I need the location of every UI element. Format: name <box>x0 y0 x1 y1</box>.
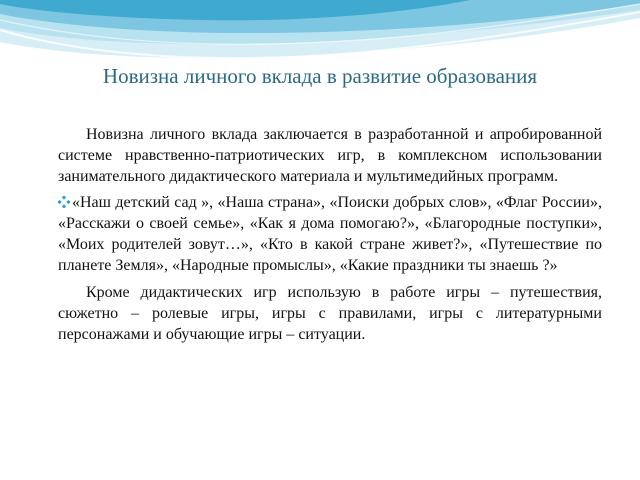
bullet-paragraph-text: «Наш детский сад », «Наша страна», «Поиски добрых слов», «Флаг России», «Расскажи о своей семье», «Как я дома помогаю?», «Благородные поступки», «Моих родителей зовут…», «Кто в какой стране живет?», «Путешествие по планете Земля», «Народные промыслы», «Какие праздники ты знаешь ?» <box>58 194 602 274</box>
paragraph-novelty: Новизна личного вклада заключается в разработанной и апробированной системе нравственно-патриотических игр, в комплексном использовании занимательного дидактического материала и мультимедийных программ. <box>58 126 602 185</box>
slide-title: Новизна личного вклада в развитие образования <box>102 64 538 88</box>
diamond-bullet-icon <box>58 196 70 208</box>
bullet-paragraph-games <box>58 192 602 276</box>
slide-body <box>58 124 602 350</box>
paragraph-other-games: Кроме дидактических игр использую в работе игры – путешествия, сюжетно – ролевые игры, игры с правилами, игры с литературными персонажами и обучающие игры – ситуации. <box>58 284 602 343</box>
